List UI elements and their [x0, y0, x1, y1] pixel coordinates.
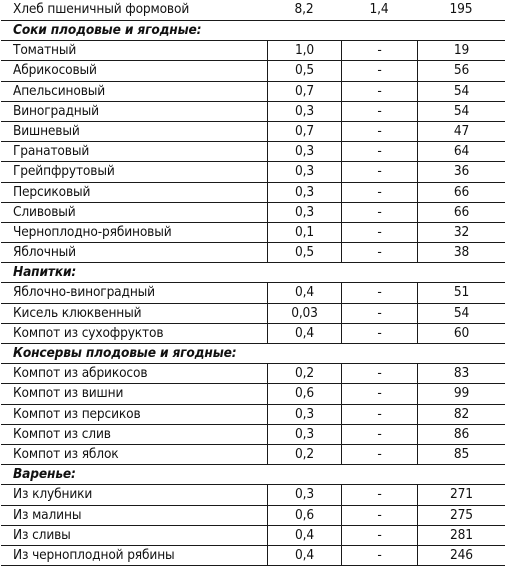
protein-cell: 0,2 [267, 364, 341, 383]
protein-cell: 0,6 [267, 384, 341, 403]
fat-cell: - [341, 546, 417, 565]
table-row [1, 364, 505, 384]
product-name-cell: Из сливы [13, 526, 71, 543]
section-title: Варенье: [13, 466, 76, 483]
table-row [1, 283, 505, 303]
product-name-cell: Из малины [13, 506, 82, 523]
product-name-cell: Яблочный [13, 244, 76, 261]
table-row [1, 384, 505, 404]
protein-cell: 0,7 [267, 82, 341, 101]
kcal-cell: 64 [417, 142, 505, 161]
protein-cell: 0,3 [267, 142, 341, 161]
kcal-cell: 246 [417, 546, 505, 565]
fat-cell: - [341, 425, 417, 444]
table-row [1, 304, 505, 324]
kcal-cell: 82 [417, 405, 505, 424]
table-row [1, 546, 505, 566]
product-name-cell: Компот из персиков [13, 405, 141, 422]
protein-cell: 0,2 [267, 445, 341, 464]
product-name-cell: Компот из яблок [13, 445, 119, 462]
table-row [1, 183, 505, 203]
protein-cell: 0,4 [267, 526, 341, 545]
fat-cell: - [341, 445, 417, 464]
table-row [1, 142, 505, 162]
table-row [1, 526, 505, 546]
fat-cell: - [341, 183, 417, 202]
table-row [1, 485, 505, 505]
product-name-cell: Томатный [13, 42, 77, 59]
table-row [1, 506, 505, 526]
product-name-cell: Апельсиновый [13, 82, 106, 99]
kcal-cell: 32 [417, 223, 505, 242]
section-header-row [1, 21, 505, 41]
product-name-cell: Из клубники [13, 486, 93, 503]
kcal-cell: 275 [417, 506, 505, 525]
kcal-cell: 51 [417, 283, 505, 302]
table-row [1, 203, 505, 223]
product-name-cell: Хлеб пшеничный формовой [13, 1, 190, 17]
product-name-cell: Гранатовый [13, 143, 90, 160]
product-name-cell: Компот из абрикосов [13, 365, 148, 382]
fat-cell: - [341, 61, 417, 80]
fat-cell: - [341, 223, 417, 242]
protein-cell: 0,3 [267, 203, 341, 222]
fat-cell: - [341, 82, 417, 101]
fat-cell: - [341, 384, 417, 403]
product-name-cell: Компот из слив [13, 425, 111, 442]
nutrition-table [1, 0, 505, 566]
fat-cell: - [341, 324, 417, 343]
section-header-row [1, 344, 505, 364]
fat-cell: - [341, 283, 417, 302]
product-name-cell: Кисель клюквенный [13, 304, 142, 321]
product-name-cell: Черноплодно-рябиновый [13, 223, 172, 240]
table-row [1, 122, 505, 142]
protein-cell: 0,6 [267, 506, 341, 525]
protein-cell: 0,3 [267, 162, 341, 181]
section-title: Соки плодовые и ягодные: [13, 22, 202, 38]
table-row [1, 223, 505, 243]
kcal-cell: 54 [417, 82, 505, 101]
product-name-cell: Абрикосовый [13, 62, 97, 79]
kcal-cell: 54 [417, 102, 505, 121]
product-name-cell: Персиковый [13, 183, 91, 200]
kcal-cell: 54 [417, 304, 505, 323]
protein-cell: 0,3 [267, 425, 341, 444]
kcal-cell: 281 [417, 526, 505, 545]
fat-cell: - [341, 162, 417, 181]
kcal-cell: 195 [449, 1, 473, 17]
kcal-cell: 66 [417, 203, 505, 222]
product-name-cell: Вишневый [13, 122, 80, 139]
fat-cell: - [341, 526, 417, 545]
fat-cell: - [341, 506, 417, 525]
kcal-cell: 56 [417, 61, 505, 80]
kcal-cell: 36 [417, 162, 505, 181]
kcal-cell: 47 [417, 122, 505, 141]
table-row [1, 405, 505, 425]
fat-cell: - [341, 41, 417, 60]
protein-cell: 0,3 [267, 183, 341, 202]
fat-cell: - [341, 304, 417, 323]
kcal-cell: 66 [417, 183, 505, 202]
protein-cell: 0,4 [267, 324, 341, 343]
product-name-cell: Виноградный [13, 102, 99, 119]
table-row [1, 82, 505, 102]
table-row [1, 425, 505, 445]
section-title: Напитки: [13, 264, 77, 281]
fat-cell: - [341, 142, 417, 161]
fat-cell: - [341, 364, 417, 383]
table-row [1, 41, 505, 61]
fat-cell: - [341, 485, 417, 504]
protein-cell: 0,5 [267, 61, 341, 80]
fat-cell: - [341, 243, 417, 262]
protein-cell: 0,4 [267, 546, 341, 565]
product-name-cell: Яблочно-виноградный [13, 284, 155, 301]
kcal-cell: 19 [417, 41, 505, 60]
kcal-cell: 271 [417, 485, 505, 504]
section-header-row [1, 263, 505, 283]
product-name-cell: Компот из вишни [13, 385, 124, 402]
protein-cell: 0,03 [267, 304, 341, 323]
protein-cell: 0,4 [267, 283, 341, 302]
protein-cell: 0,3 [267, 485, 341, 504]
section-header-row [1, 465, 505, 485]
protein-cell: 0,7 [267, 122, 341, 141]
product-name-cell: Компот из сухофруктов [13, 324, 164, 341]
table-row [1, 324, 505, 344]
fat-cell: - [341, 405, 417, 424]
kcal-cell: 99 [417, 384, 505, 403]
table-row [1, 61, 505, 81]
protein-cell: 0,1 [267, 223, 341, 242]
product-name-cell: Сливовый [13, 203, 76, 220]
protein-cell: 0,5 [267, 243, 341, 262]
kcal-cell: 83 [417, 364, 505, 383]
table-row [1, 0, 505, 21]
kcal-cell: 85 [417, 445, 505, 464]
table-row [1, 243, 505, 263]
protein-cell: 1,0 [267, 41, 341, 60]
kcal-cell: 60 [417, 324, 505, 343]
fat-cell: - [341, 122, 417, 141]
fat-cell: 1,4 [369, 1, 389, 17]
fat-cell: - [341, 102, 417, 121]
table-row [1, 102, 505, 122]
kcal-cell: 86 [417, 425, 505, 444]
protein-cell: 0,3 [267, 102, 341, 121]
kcal-cell: 38 [417, 243, 505, 262]
protein-cell: 0,3 [267, 405, 341, 424]
section-title: Консервы плодовые и ягодные: [13, 345, 237, 361]
table-row [1, 162, 505, 182]
product-name-cell: Из черноплодной рябины [13, 546, 175, 563]
protein-cell: 8,2 [294, 1, 314, 17]
product-name-cell: Грейпфрутовый [13, 163, 115, 180]
fat-cell: - [341, 203, 417, 222]
table-row [1, 445, 505, 465]
